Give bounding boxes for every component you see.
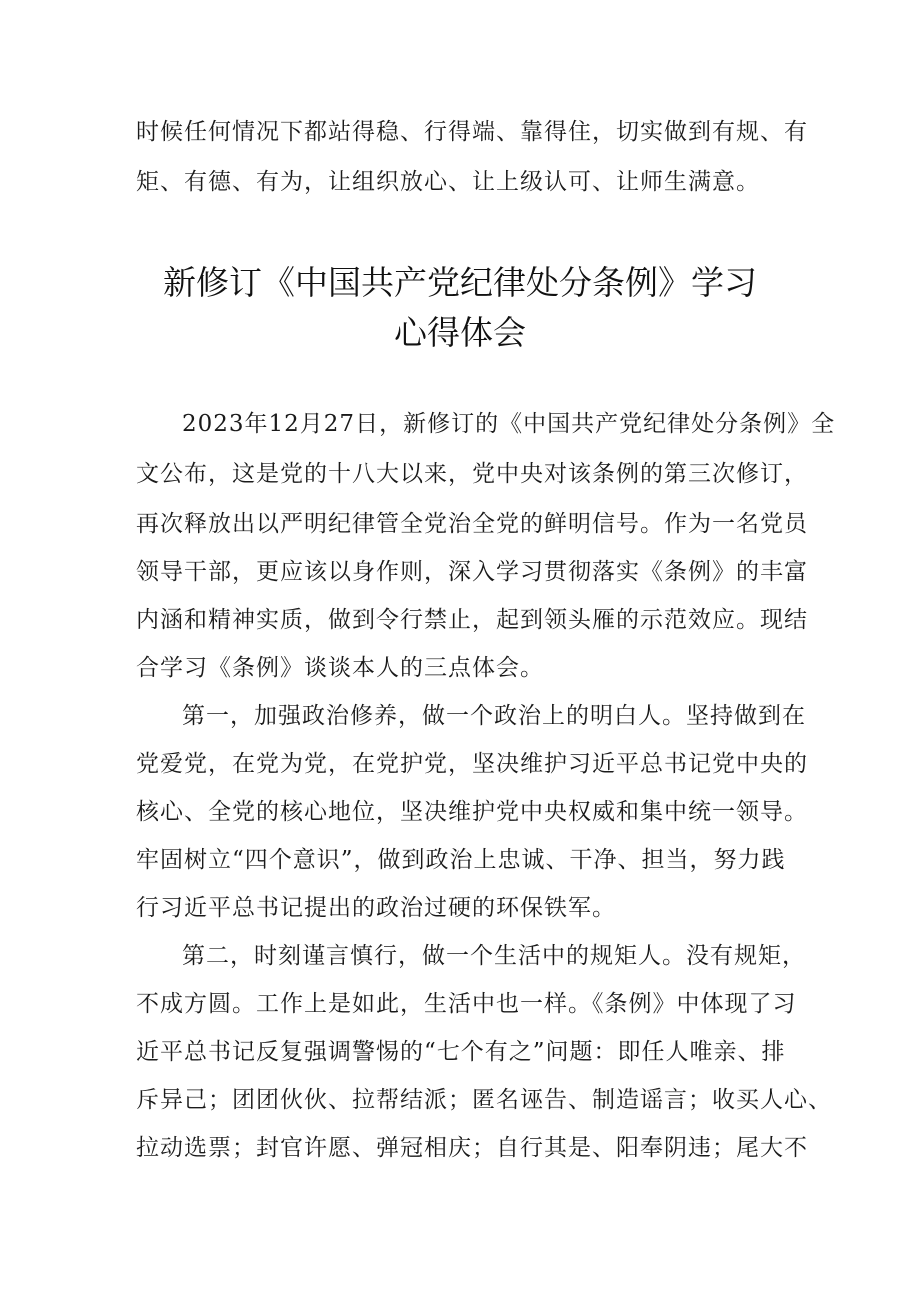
paragraph-2-line-4: 牢固树立“四个意识”，做到政治上忠诚、干净、担当，努力践: [136, 847, 786, 873]
paragraph-1-line-5: 内涵和精神实质，做到令行禁止，起到领头雁的示范效应。现结: [136, 607, 808, 633]
paragraph-3-line-2: 不成方圆。工作上是如此，生活中也一样。《条例》中体现了习: [136, 991, 797, 1017]
paragraph-1-line-2: 文公布，这是党的十八大以来，党中央对该条例的第三次修订，: [136, 461, 808, 487]
paragraph-1-line-1: 2023年12月27日，新修订的《中国共产党纪律处分条例》全: [182, 411, 836, 437]
paragraph-1-line-4: 领导干部，更应该以身作则，深入学习贯彻落实《条例》的丰富: [136, 559, 808, 585]
paragraph-2-line-1: 第一，加强政治修养，做一个政治上的明白人。坚持做到在: [182, 703, 806, 729]
continuation-line-2: 矩、有德、有为，让组织放心、让上级认可、让师生满意。: [136, 169, 760, 195]
paragraph-2-line-5: 行习近平总书记提出的政治过硬的环保铁军。: [136, 895, 616, 921]
document-title-line-2: 心得体会: [394, 313, 526, 352]
paragraph-1-line-6: 合学习《条例》谈谈本人的三点体会。: [136, 655, 544, 681]
paragraph-1-line-3: 再次释放出以严明纪律管全党治全党的鲜明信号。作为一名党员: [136, 511, 808, 537]
paragraph-3-line-1: 第二，时刻谨言慎行，做一个生活中的规矩人。没有规矩，: [182, 943, 806, 969]
paragraph-2-line-2: 党爱党，在党为党，在党护党，坚决维护习近平总书记党中央的: [136, 751, 808, 777]
continuation-line-1: 时候任何情况下都站得稳、行得端、靠得住，切实做到有规、有: [136, 119, 808, 145]
paragraph-3-line-5: 拉动选票；封官许愿、弹冠相庆；自行其是、阳奉阴违；尾大不: [136, 1135, 808, 1161]
paragraph-3-line-3: 近平总书记反复强调警惕的“七个有之”问题：即任人唯亲、排: [136, 1039, 786, 1065]
paragraph-3-line-4: 斥异己；团团伙伙、拉帮结派；匿名诬告、制造谣言；收买人心、: [136, 1087, 832, 1113]
paragraph-2-line-3: 核心、全党的核心地位，坚决维护党中央权威和集中统一领导。: [136, 799, 808, 825]
document-title-line-1: 新修订《中国共产党纪律处分条例》学习: [163, 263, 757, 302]
